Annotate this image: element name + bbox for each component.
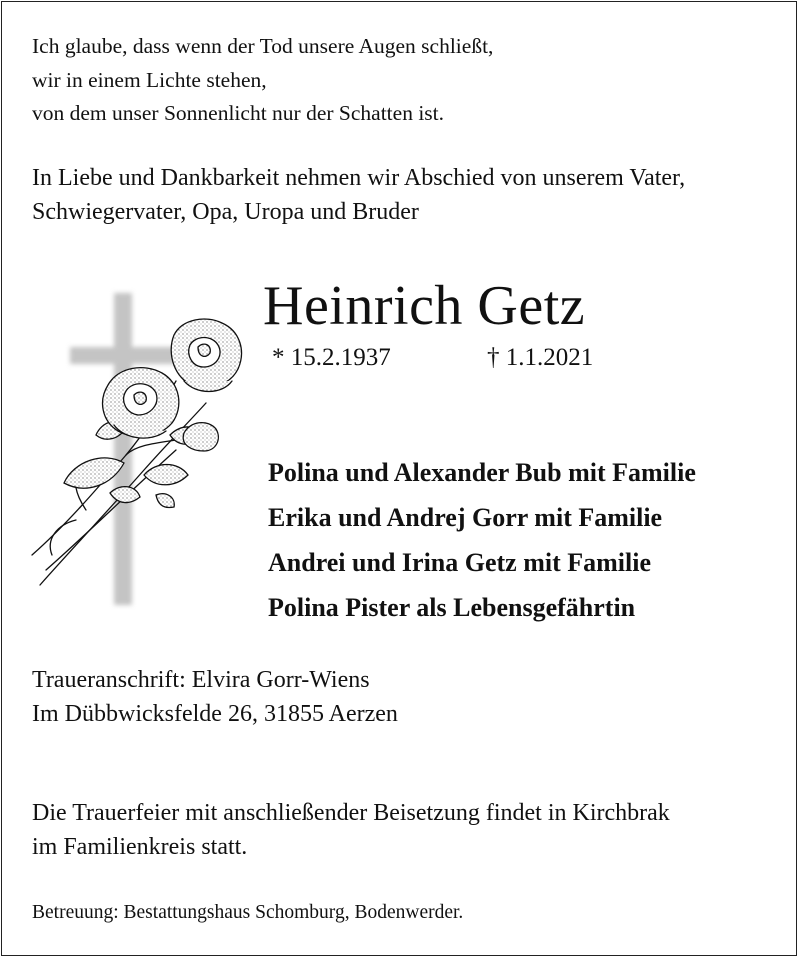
mourner-entry: Polina Pister als Lebensgefährtin (268, 593, 636, 622)
poem-line: wir in einem Lichte stehen, (32, 67, 267, 92)
birth-date: * 15.2.1937 (272, 344, 391, 371)
mourner-entry: Andrei und Irina Getz mit Familie (268, 548, 652, 577)
mourning-address (32, 663, 398, 731)
ceremony-note (32, 796, 670, 864)
poem (32, 30, 493, 131)
cross-and-roses (26, 285, 256, 610)
ceremony-line: im Familienkreis statt. (32, 834, 248, 860)
poem-line: von dem unser Sonnenlicht nur der Schatten ist. (32, 101, 445, 125)
death-date: † 1.1.2021 (487, 344, 594, 371)
poem-line: Ich glaube, dass wenn der Tod unsere Augen schließt, (32, 34, 494, 58)
funeral-service-credit: Betreuung: Bestattungshaus Schomburg, Bodenwerder. (32, 902, 464, 923)
ceremony-line: Die Trauerfeier mit anschließender Beisetzung findet in Kirchbrak (32, 800, 670, 826)
intro-line: Schwiegervater, Opa, Uropa und Bruder (32, 199, 419, 225)
rose-top (171, 319, 241, 392)
intro-line: In Liebe und Dankbarkeit nehmen wir Abschied von unserem Vater, (32, 165, 686, 191)
address-line: Im Dübbwicksfelde 26, 31855 Aerzen (32, 701, 398, 727)
mourner-entry: Polina und Alexander Bub mit Familie (268, 458, 696, 487)
deceased-name: Heinrich Getz (263, 275, 586, 337)
address-line: Traueranschrift: Elvira Gorr-Wiens (32, 667, 370, 693)
rose-middle (103, 368, 179, 438)
rose-bud (183, 423, 218, 451)
intro-text (32, 161, 685, 229)
mourners-list (268, 450, 696, 630)
mourner-entry: Erika und Andrej Gorr mit Familie (268, 503, 663, 532)
